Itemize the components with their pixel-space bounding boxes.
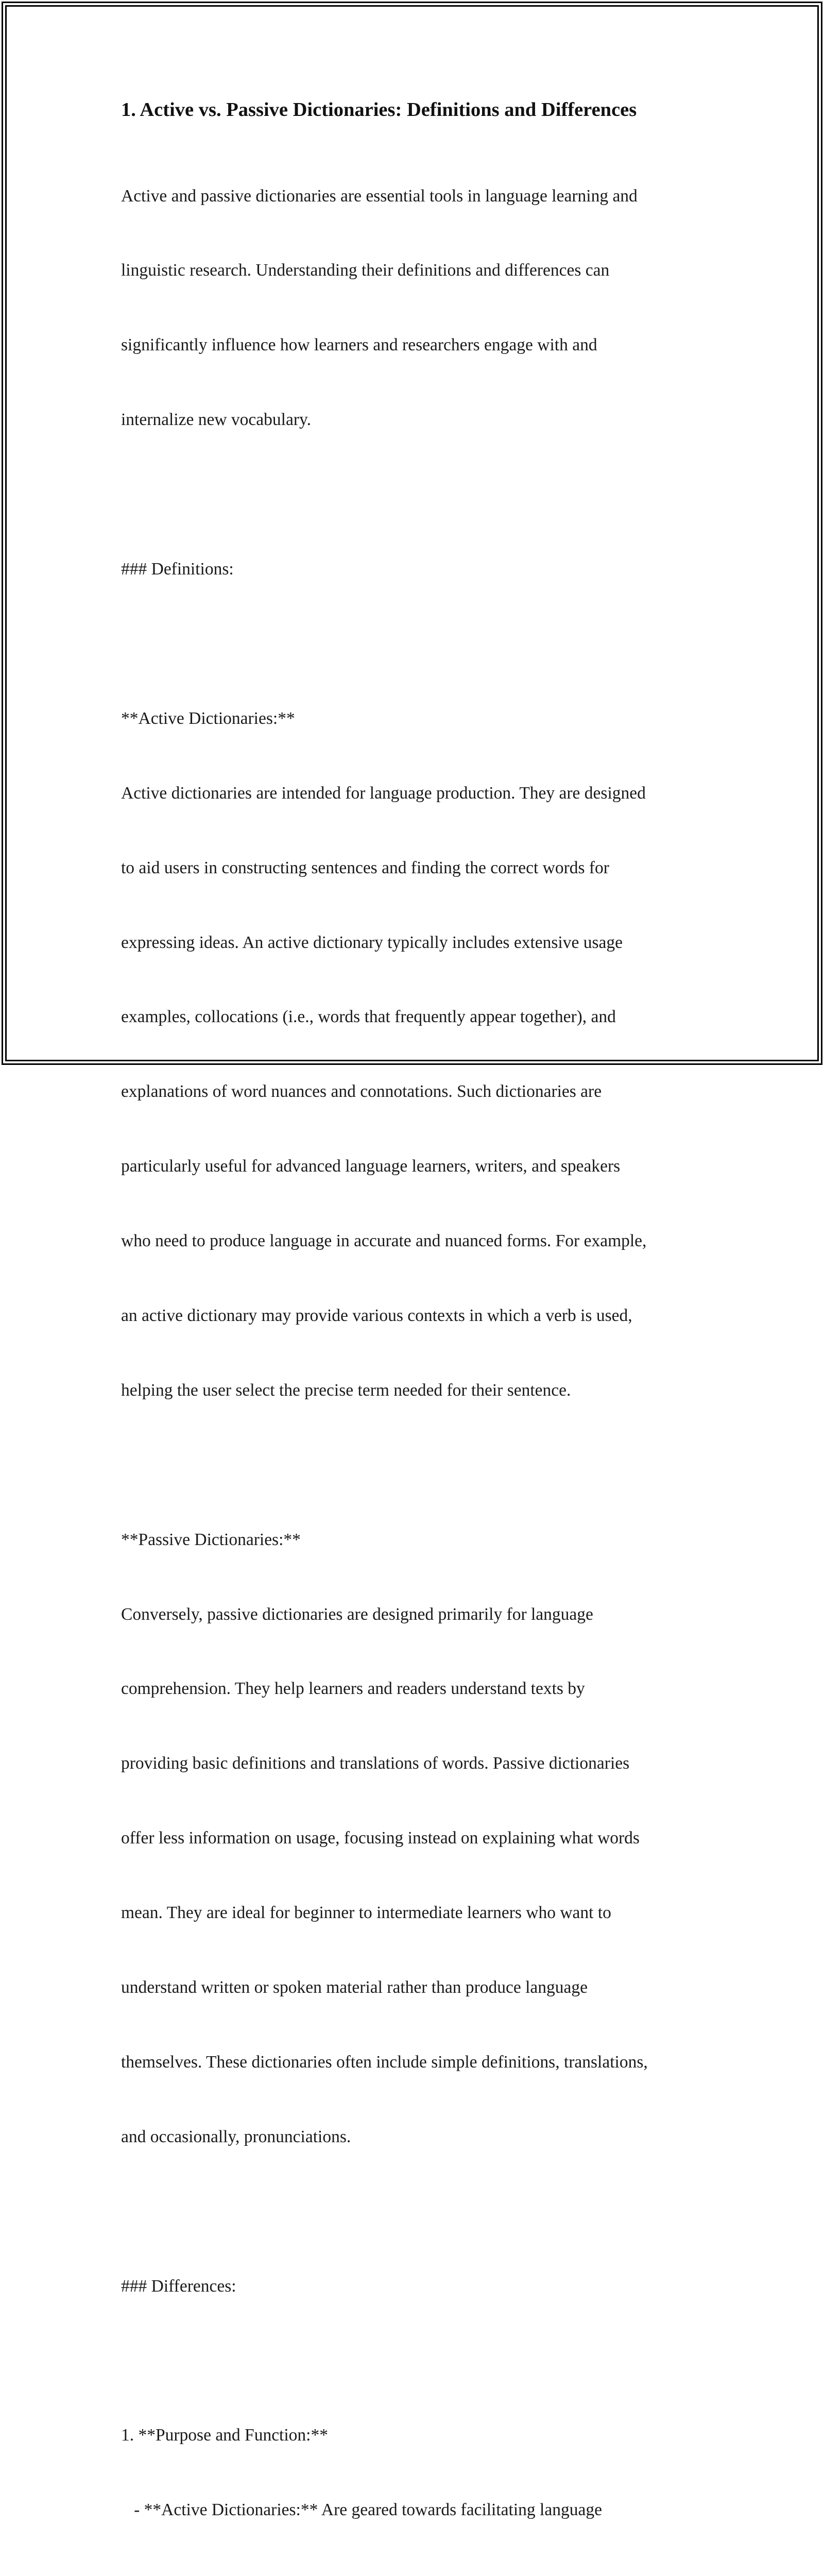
- passive-line: comprehension. They help learners and readers understand texts by: [121, 1679, 585, 1699]
- passive-line: mean. They are ideal for beginner to intermediate learners who want to: [121, 1903, 611, 1923]
- intro-line: Active and passive dictionaries are essential tools in language learning and: [121, 186, 638, 206]
- definitions-heading: ### Definitions:: [121, 560, 234, 579]
- active-dictionaries-section: [121, 656, 708, 1453]
- differences-list: [121, 2374, 708, 2576]
- active-dictionaries-heading: **Active Dictionaries:**: [121, 708, 295, 728]
- intro-line: significantly influence how learners and researchers engage with and: [121, 335, 597, 355]
- passive-line: themselves. These dictionaries often include simple definitions, translations,: [121, 2052, 648, 2072]
- passive-dictionaries-section: [121, 1478, 708, 2199]
- passive-line: offer less information on usage, focusing instead on explaining what words: [121, 1828, 640, 1848]
- definitions-heading-block: [121, 507, 708, 631]
- active-line: examples, collocations (i.e., words that frequently appear together), and: [121, 1007, 616, 1027]
- differences-line: 1. **Purpose and Function:**: [121, 2426, 328, 2445]
- document-title: 1. Active vs. Passive Dictionaries: Definitions and Differences: [121, 99, 637, 121]
- passive-line: Conversely, passive dictionaries are designed primarily for language: [121, 1604, 593, 1624]
- active-line: Active dictionaries are intended for language production. They are designed: [121, 783, 646, 803]
- differences-heading-block: [121, 2224, 708, 2348]
- passive-dictionaries-heading: **Passive Dictionaries:**: [121, 1530, 301, 1549]
- passive-line: understand written or spoken material rather than produce language: [121, 1977, 588, 1997]
- active-line: particularly useful for advanced language learners, writers, and speakers: [121, 1157, 621, 1176]
- active-line: expressing ideas. An active dictionary typically includes extensive usage: [121, 933, 623, 952]
- passive-line: and occasionally, pronunciations.: [121, 2127, 351, 2146]
- active-line: helping the user select the precise term needed for their sentence.: [121, 1380, 571, 1400]
- active-line: an active dictionary may provide various contexts in which a verb is used,: [121, 1306, 632, 1325]
- intro-line: internalize new vocabulary.: [121, 410, 311, 430]
- differences-heading: ### Differences:: [121, 2276, 236, 2296]
- active-line: who need to produce language in accurate and nuanced forms. For example,: [121, 1231, 647, 1251]
- intro-line: linguistic research. Understanding their definitions and differences can: [121, 261, 610, 280]
- differences-line: - **Active Dictionaries:** Are geared towards facilitating language: [121, 2500, 602, 2520]
- active-line: explanations of word nuances and connotations. Such dictionaries are: [121, 1082, 602, 1101]
- differences-line: [121, 2572, 708, 2576]
- passive-line: providing basic definitions and translations of words. Passive dictionaries: [121, 1754, 630, 1773]
- intro-paragraph: [121, 134, 708, 482]
- active-line: to aid users in constructing sentences and finding the correct words for: [121, 858, 609, 877]
- document-body: [121, 94, 708, 2576]
